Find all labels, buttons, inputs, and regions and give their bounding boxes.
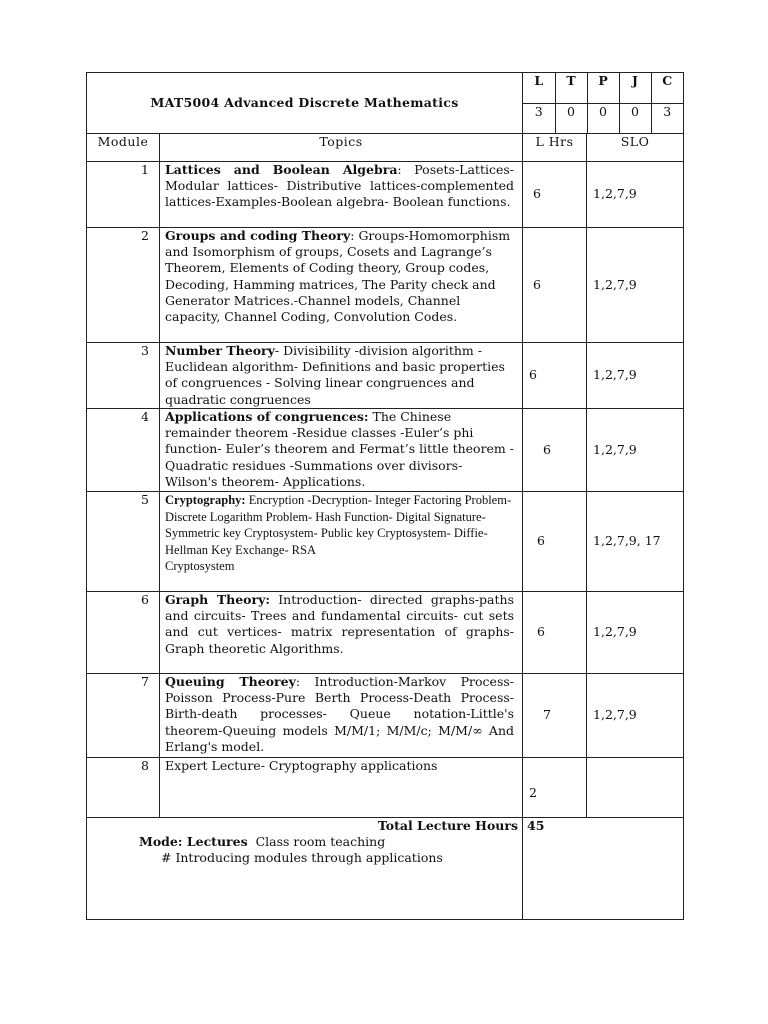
syllabus-table (86, 72, 684, 920)
mode-text: Class room teaching (255, 834, 386, 850)
module-hours: 2 (523, 758, 587, 818)
module-slo: 1,2,7,9 (587, 592, 684, 674)
module-title: Graph Theory: (165, 592, 270, 607)
module-row-7 (87, 674, 684, 758)
module-text: Introduction- directed graphs-paths and circuits- Trees and fundamental circuits- cut sets and cut vertices- matrix representation of graphs- Graph theoretic Algorithms. (165, 592, 515, 656)
module-row-1 (87, 162, 684, 228)
module-text: Introduction-Markov Process-Poisson Process-Pure Berth Process-Death Process-Birth-death processes- Queue notation-Little's theorem-Queuing models M/M/1; M/M/c; M/M/∞ And Erlang's model. (165, 674, 515, 754)
module-slo: 1,2,7,9, 17 (587, 492, 684, 592)
total-lecture-hours-value: 45 (523, 818, 684, 920)
module-title: Number Theory (165, 343, 275, 358)
module-number: 8 (87, 758, 160, 818)
header-topics: Topics (160, 134, 523, 162)
module-slo: 1,2,7,9 (587, 162, 684, 228)
module-slo (587, 758, 684, 818)
module-number: 1 (87, 162, 160, 228)
module-hours: 7 (523, 674, 587, 758)
module-topic: Groups and coding Theory: Groups-Homomorphism and Isomorphism of groups, Cosets and Lagrange’s Theorem, Elements of Coding theory, Group codes, Decoding, Hamming matrices, The Parity check and Generator Matrices.-Channel models, Channel capacity, Channel Coding, Convolution Codes. (160, 228, 523, 343)
module-topic (160, 758, 523, 818)
ltpjc-value-t: 0 (555, 103, 587, 133)
module-number: 5 (87, 492, 160, 592)
module-title: Lattices and Boolean Algebra (165, 162, 398, 177)
total-lecture-hours-label: Total Lecture Hours (377, 818, 519, 833)
module-text: Groups-Homomorphism and Isomorphism of groups, Cosets and Lagrange’s Theorem, Elements of Coding theory, Group codes, Decoding, Hamming matrices, The Parity check and Generator Matrices.-Channel models, Channel capacity, Channel Coding, Convolution Codes. (165, 228, 511, 325)
module-title: Queuing Theorey (165, 674, 296, 689)
module-number: 3 (87, 343, 160, 409)
module-title: Applications of congruences: (165, 409, 369, 424)
module-hours: 6 (523, 343, 587, 409)
module-topic (160, 409, 523, 492)
module-text: Posets-Lattices- Modular lattices- Distributive lattices-complemented lattices-Examples-Boolean algebra- Boolean functions. (165, 162, 515, 210)
ltpjc-cell (523, 73, 684, 134)
module-title: Cryptography: (165, 493, 246, 507)
module-text: Expert Lecture- Cryptography applications (165, 758, 438, 773)
course-title-cell (87, 73, 523, 134)
module-text: Divisibility -division algorithm -Euclidean algorithm- Definitions and basic properties of congruences - Solving linear congruences and quadratic congruences (165, 343, 505, 407)
ltpjc-table (523, 73, 683, 133)
ltpjc-value-j: 0 (619, 103, 651, 133)
module-row-2 (87, 228, 684, 343)
total-row (87, 818, 684, 920)
title-row (87, 73, 684, 134)
module-slo: 1,2,7,9 (587, 674, 684, 758)
module-number: 7 (87, 674, 160, 758)
module-title: Groups and coding Theory (165, 228, 351, 243)
mode-label: Mode: Lectures (139, 834, 248, 850)
module-topic: Queuing Theorey: Introduction-Markov Process-Poisson Process-Pure Berth Process-Death Process-Birth-death processes- Queue notation-Little's theorem-Queuing models M/M/1; M/M/c; M/M/∞ And Erlang's model. (160, 674, 523, 758)
ltpjc-value-l: 3 (523, 103, 555, 133)
module-hours: 6 (523, 409, 587, 492)
header-lhrs: L Hrs (523, 134, 587, 162)
module-slo: 1,2,7,9 (587, 409, 684, 492)
module-hours: 6 (523, 492, 587, 592)
module-number: 2 (87, 228, 160, 343)
module-text-continued: Cryptosystem (165, 559, 235, 573)
module-topic: Lattices and Boolean Algebra: Posets-Lattices- Modular lattices- Distributive lattices-complemented lattices-Examples-Boolean algebra- Boolean functions. (160, 162, 523, 228)
mode-line (91, 834, 518, 850)
ltpjc-label-c: C (651, 73, 683, 103)
header-row (87, 134, 684, 162)
ltpjc-value-p: 0 (587, 103, 619, 133)
module-topic (160, 592, 523, 674)
module-row-3 (87, 343, 684, 409)
module-topic: Number Theory- Divisibility -division algorithm -Euclidean algorithm- Definitions and basic properties of congruences - Solving linear congruences and quadratic congruences (160, 343, 523, 409)
module-row-4 (87, 409, 684, 492)
module-hours: 6 (523, 592, 587, 674)
ltpjc-label-t: T (555, 73, 587, 103)
module-hours: 6 (523, 228, 587, 343)
module-number: 6 (87, 592, 160, 674)
ltpjc-label-p: P (587, 73, 619, 103)
module-slo: 1,2,7,9 (587, 343, 684, 409)
module-hours: 6 (523, 162, 587, 228)
module-row-6 (87, 592, 684, 674)
module-slo: 1,2,7,9 (587, 228, 684, 343)
course-title: MAT5004 Advanced Discrete Mathematics (150, 94, 459, 110)
total-cell (87, 818, 523, 920)
module-topic (160, 492, 523, 592)
module-row-8 (87, 758, 684, 818)
header-module: Module (87, 134, 160, 162)
module-number: 4 (87, 409, 160, 492)
module-text: The Chinese remainder theorem -Residue classes -Euler’s phi function- Euler’s theorem and Fermat’s little theorem - Quadratic residues -Summations over divisors- Wilson's theorem- Applications. (165, 409, 514, 489)
module-text: Encryption -Decryption- Integer Factoring Problem- Discrete Logarithm Problem- Hash Function- Digital Signature- Symmetric key Cryptosystem- Public key Cryptosystem- Diffie-Hellman Key Exchange- RSA (165, 493, 512, 557)
module-row-5 (87, 492, 684, 592)
header-slo: SLO (587, 134, 684, 162)
ltpjc-label-l: L (523, 73, 555, 103)
ltpjc-value-c: 3 (651, 103, 683, 133)
ltpjc-label-j: J (619, 73, 651, 103)
mode-note: # Introducing modules through applications (161, 850, 443, 866)
